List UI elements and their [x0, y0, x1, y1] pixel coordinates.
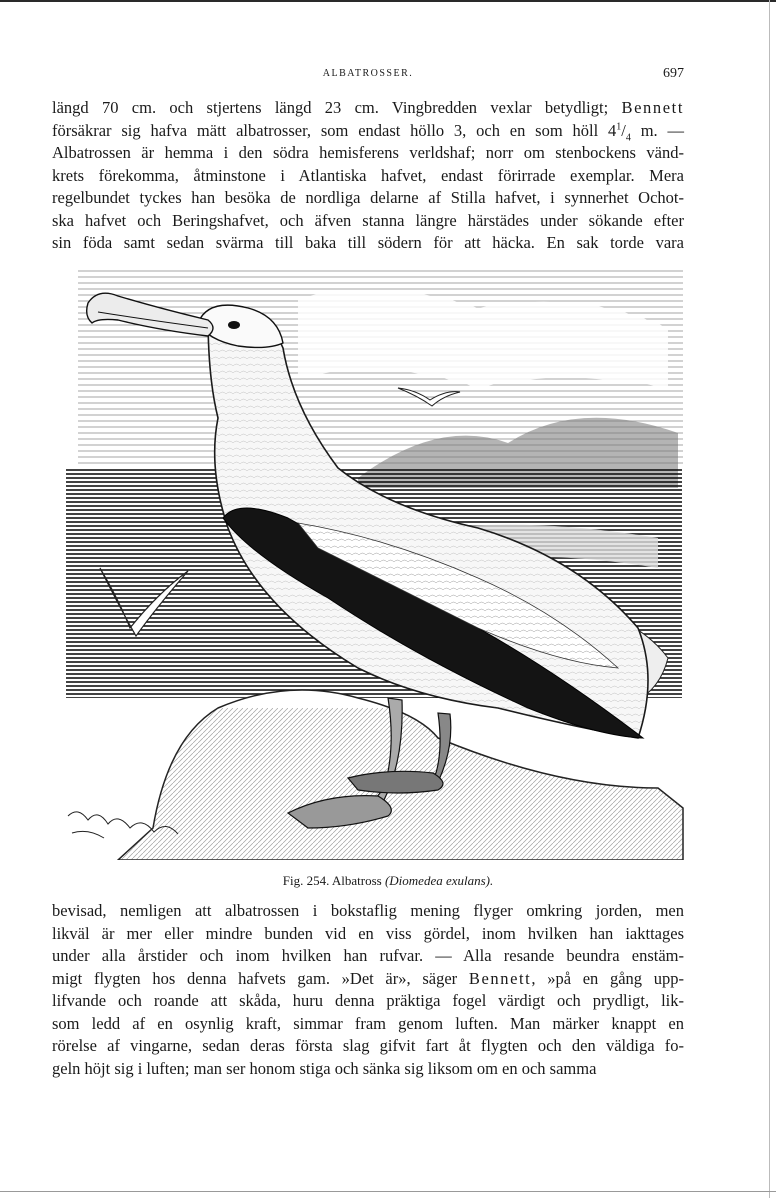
text-run: m. — — [630, 120, 684, 140]
page-edge — [769, 0, 770, 1198]
caption-label: Fig. 254. Albatross — [282, 873, 382, 888]
text-line: som ledd af en osynlig kraft, simmar fram genom luften. Man märker knappt en — [52, 1013, 684, 1033]
text-line: Albatrossen är hemma i den södra hemisferens verldshaf; norr om stenbockens vänd- — [52, 143, 684, 162]
figure-caption — [0, 873, 776, 889]
text-run: längd 70 cm. och stjertens längd 23 cm. Vingbredden vexlar betydligt; — [52, 98, 609, 117]
text-line: ska hafvet och Beringshafvet, och äfven stanna längre härstädes under sökande efter — [52, 210, 684, 230]
page-header — [52, 66, 684, 84]
text-run: , »på en gång upp- — [531, 968, 684, 988]
text-line — [52, 968, 684, 991]
caption-scientific-name: (Diomedea exulans). — [384, 873, 494, 888]
fraction-numerator: 1 — [616, 121, 622, 132]
albatross-illustration — [58, 268, 686, 860]
author-name: Bennett — [621, 98, 685, 117]
albatross-eye — [228, 321, 240, 329]
text-line: rörelse af vingarne, sedan deras första slag gifvit fart åt flygten och den väldiga fo- — [52, 1036, 684, 1055]
page-number: 697 — [663, 66, 684, 81]
text-run: migt flygten hos denna hafvets gam. »Det är», säger — [52, 968, 458, 988]
text-line: regelbundet tyckes han besöka de nordliga delarne af Stilla hafvet, i synnerhet Ochot- — [52, 188, 684, 207]
author-name: Bennett — [468, 968, 532, 988]
text-line: under alla årstider och inom hvilken han rufvar. — Alla resande beundra enstäm- — [52, 946, 684, 965]
page-edge — [0, 0, 776, 2]
text-line: lifvande och roande att skåda, huru denna präktiga fogel värdigt och prydligt, lik- — [52, 991, 684, 1010]
text-line: sin föda samt sedan svärma till baka till södern för att häcka. En sak torde vara — [52, 233, 684, 252]
text-line: krets förekomma, åtminstone i Atlantiska hafvet, endast förirrade exemplar. Mera — [52, 165, 684, 185]
text-run: försäkrar sig hafva mätt albatrosser, som endast höllo 3, och en som höll 4 — [52, 120, 617, 140]
text-line: geln höjt sig i luften; man ser honom stiga och sänka sig liksom om en och samma — [52, 1058, 597, 1078]
text-line — [52, 120, 684, 143]
running-title: ALBATROSSER. — [322, 68, 414, 79]
body-paragraph-top — [52, 97, 684, 255]
text-line — [52, 97, 684, 120]
body-paragraph-bottom — [52, 900, 684, 1080]
page-edge — [0, 1191, 776, 1192]
albatross-foot — [348, 771, 443, 793]
fraction-slash: / — [621, 120, 626, 140]
text-line: bevisad, nemligen att albatrossen i bokstaflig mening flyger omkring jorden, men — [52, 901, 684, 920]
text-line: likväl är mer eller mindre bunden vid en viss gördel, inom hvilken han iakttages — [52, 923, 684, 943]
fraction-denominator: 4 — [625, 131, 631, 143]
